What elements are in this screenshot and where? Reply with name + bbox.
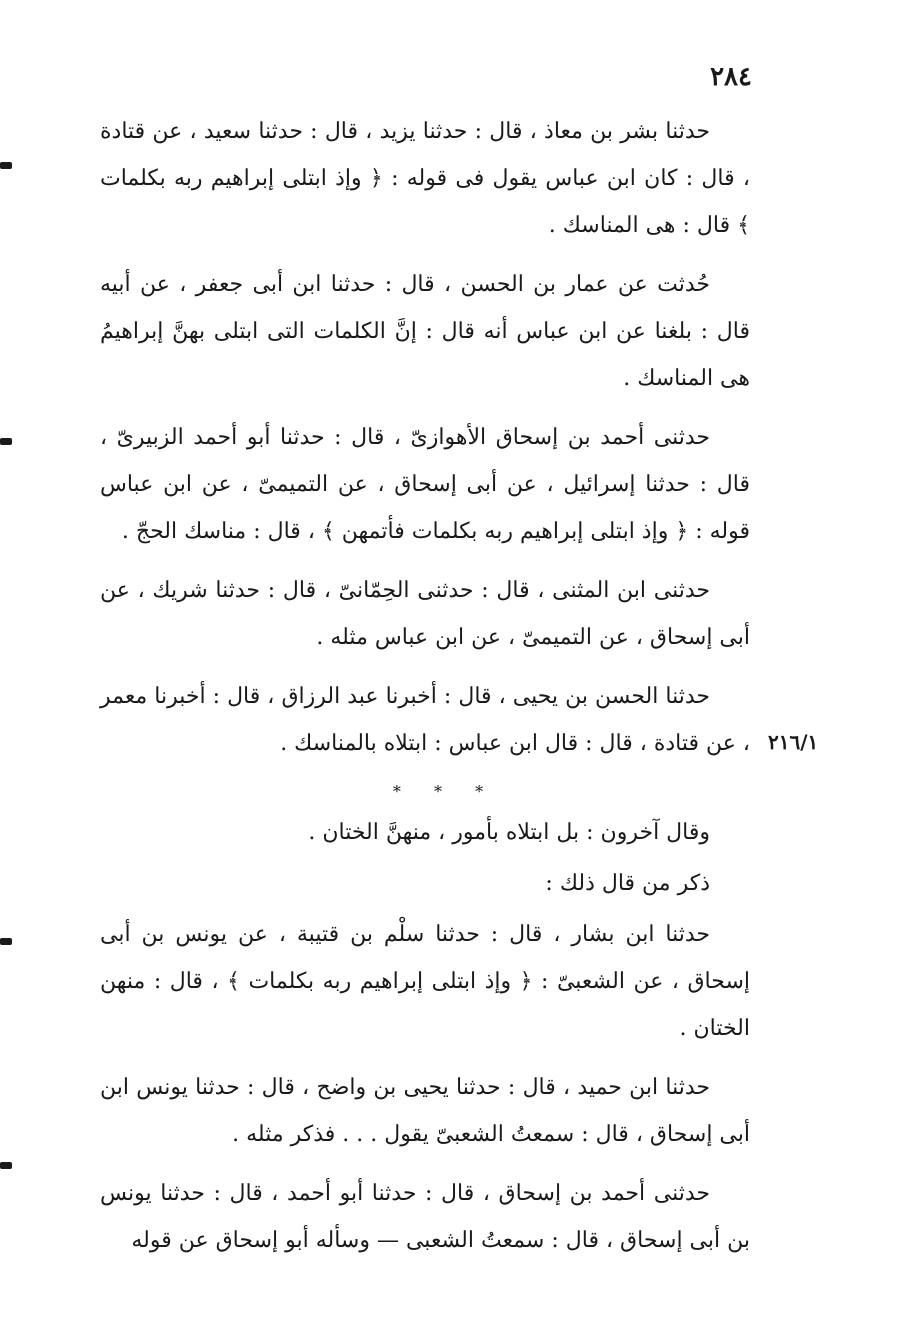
paragraph: حدثنى أحمد بن إسحاق ، قال : حدثنا أبو أحمد ، قال : حدثنا يونس بن أبى إسحاق ، قال : سمعتُ الشعبى — وسأله أبو إسحاق عن قوله: [100, 1181, 750, 1253]
section-separator: * * *: [392, 782, 498, 801]
paragraph: حدثنى أحمد بن إسحاق الأهوازىّ ، قال : حدثنا أبو أحمد الزبيرىّ ، قال : حدثنا إسرائيل ، عن أبى إسحاق ، عن التميمىّ ، عن ابن عباس قوله : ﴿ وإذ ابتلى إبراهيم ربه بكلمات فأتمهن ﴾ ، قال : مناسك الحجّ .: [100, 425, 750, 544]
paragraph: حدثنا بشر بن معاذ ، قال : حدثنا يزيد ، قال : حدثنا سعيد ، عن قتادة ، قال : كان ابن عباس يقول فى قوله : ﴿ وإذ ابتلى إبراهيم ربه بكلمات ﴾ قال : هى المناسك .: [100, 119, 750, 238]
page-number: ٢٨٤: [710, 62, 752, 92]
paragraph: حدثنى ابن المثنى ، قال : حدثنى الحِمّانىّ ، قال : حدثنا شريك ، عن أبى إسحاق ، عن التميمىّ ، عن ابن عباس مثله .: [100, 578, 750, 650]
margin-reference: ٢١٦/١: [768, 730, 819, 754]
paragraph: حدثنا ابن بشار ، قال : حدثنا سلْم بن قتيبة ، عن يونس بن أبى إسحاق ، عن الشعبىّ : ﴿ وإذ ابتلى إبراهيم ربه بكلمات ﴾ ، قال : منهن الختان .: [100, 922, 750, 1041]
main-text: [100, 108, 750, 1276]
paragraph: حدثنا الحسن بن يحيى ، قال : أخبرنا عبد الرزاق ، قال : أخبرنا معمر ، عن قتادة ، قال : قال ابن عباس : ابتلاه بالمناسك .: [100, 684, 750, 756]
paragraph: وقال آخرون : بل ابتلاه بأمور ، منهنَّ الختان .: [308, 820, 710, 845]
margin-mark: [0, 938, 12, 945]
paragraph: حُدثت عن عمار بن الحسن ، قال : حدثنا ابن أبى جعفر ، عن أبيه قال : بلغنا عن ابن عباس أنه قال : إنَّ الكلمات التى ابتلى بهنَّ إبراهيمُ هى المناسك .: [100, 272, 750, 391]
margin-mark: [0, 162, 12, 169]
subheading: ذكر من قال ذلك :: [545, 871, 710, 896]
margin-mark: [0, 1162, 12, 1169]
paragraph: حدثنا ابن حميد ، قال : حدثنا يحيى بن واضح ، قال : حدثنا يونس ابن أبى إسحاق ، قال : سمعتُ الشعبىّ يقول . . . فذكر مثله .: [100, 1075, 750, 1147]
margin-mark: [0, 438, 12, 445]
